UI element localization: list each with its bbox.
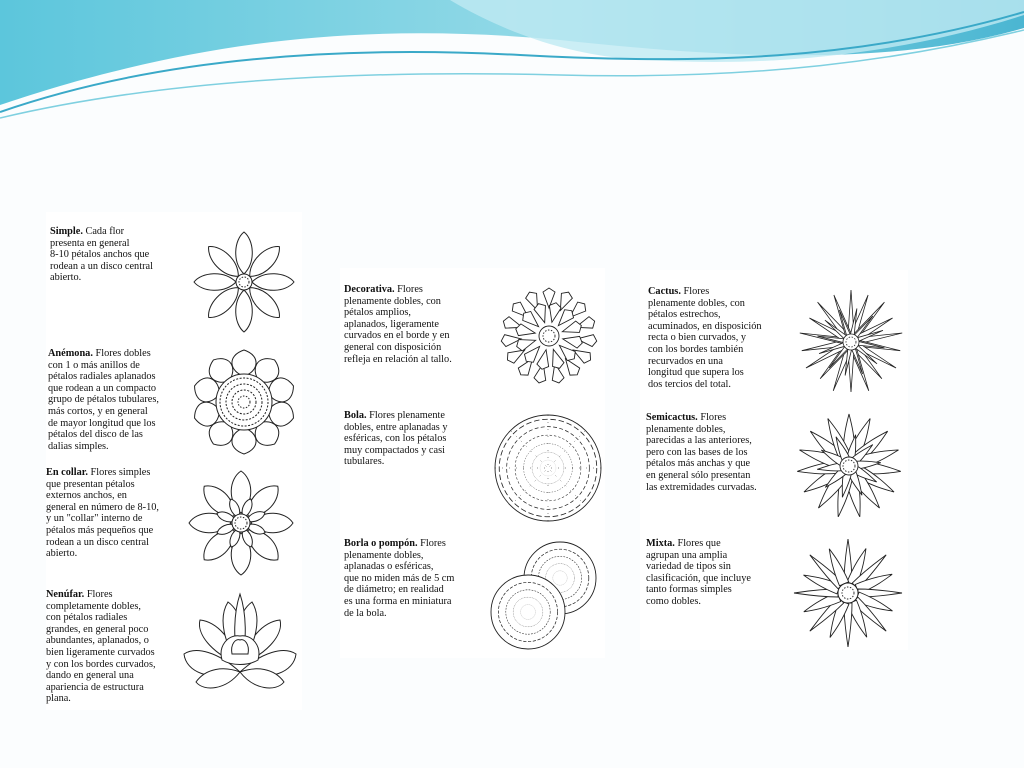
desc-simple: Simple. Cada flor presenta en general 8-10 pétalos anchos que rodean a un disco central abierto.	[50, 226, 153, 284]
flower-cactus-illustration	[796, 288, 906, 396]
header-wave-decoration	[0, 0, 1024, 130]
flower-simple-illustration	[188, 228, 300, 336]
desc-bola: Bola. Flores plenamente dobles, entre aplanadas y esféricas, con los pétalos muy compactados y casi tubulares.	[344, 410, 448, 468]
desc-nenufar: Nenúfar. Flores completamente dobles, con pétalos radiales grandes, en general poco abundantes, aplanados, o bien ligeramente curvados y con los bordes curvados, dando en general una apariencia de estructura plana.	[46, 589, 156, 705]
flower-semicactus-illustration	[794, 412, 904, 520]
flower-borla-pompon-illustration	[488, 540, 602, 652]
flower-anemona-illustration	[190, 348, 298, 456]
desc-decorativa: Decorativa. Flores plenamente dobles, con pétalos amplios, aplanados, ligeramente curvados en el borde y en general con disposición refleja en relación al tallo.	[344, 284, 452, 365]
desc-semicactus: Semicactus. Flores plenamente dobles, parecidas a las anteriores, pero con las bases de los pétalos más anchas y que en general sólo presentan las extremidades curvadas.	[646, 412, 757, 493]
desc-en-collar: En collar. Flores simples que presentan pétalos externos anchos, en general en número de 8-10, y un "collar" interno de pétalos más pequeños que rodean a un disco central abierto.	[46, 467, 159, 560]
desc-mixta: Mixta. Flores que agrupan una amplia variedad de tipos sin clasificación, que incluye tanto formas simples como dobles.	[646, 538, 751, 607]
flower-en-collar-illustration	[186, 468, 296, 578]
desc-borla-pompon: Borla o pompón. Flores plenamente dobles, aplanadas o esféricas, que no miden más de 5 cm de diámetro; en realidad es una forma en miniatura de la bola.	[344, 538, 455, 619]
flower-nenufar-illustration	[182, 590, 298, 694]
desc-anemona: Anémona. Flores dobles con 1 o más anillos de pétalos radiales aplanados que rodean a un compacto grupo de pétalos tubulares, más cortos, y en general de mayor longitud que los pétalos del disco de las dalias simples.	[48, 348, 159, 452]
desc-cactus: Cactus. Flores plenamente dobles, con pétalos estrechos, acuminados, en disposición recta o bien curvados, y con los bordes también recurvados en una longitud que supera los dos tercios del total.	[648, 286, 762, 390]
flower-decorativa-illustration	[490, 286, 608, 386]
flower-mixta-illustration	[790, 536, 906, 650]
flower-bola-illustration	[492, 412, 604, 524]
